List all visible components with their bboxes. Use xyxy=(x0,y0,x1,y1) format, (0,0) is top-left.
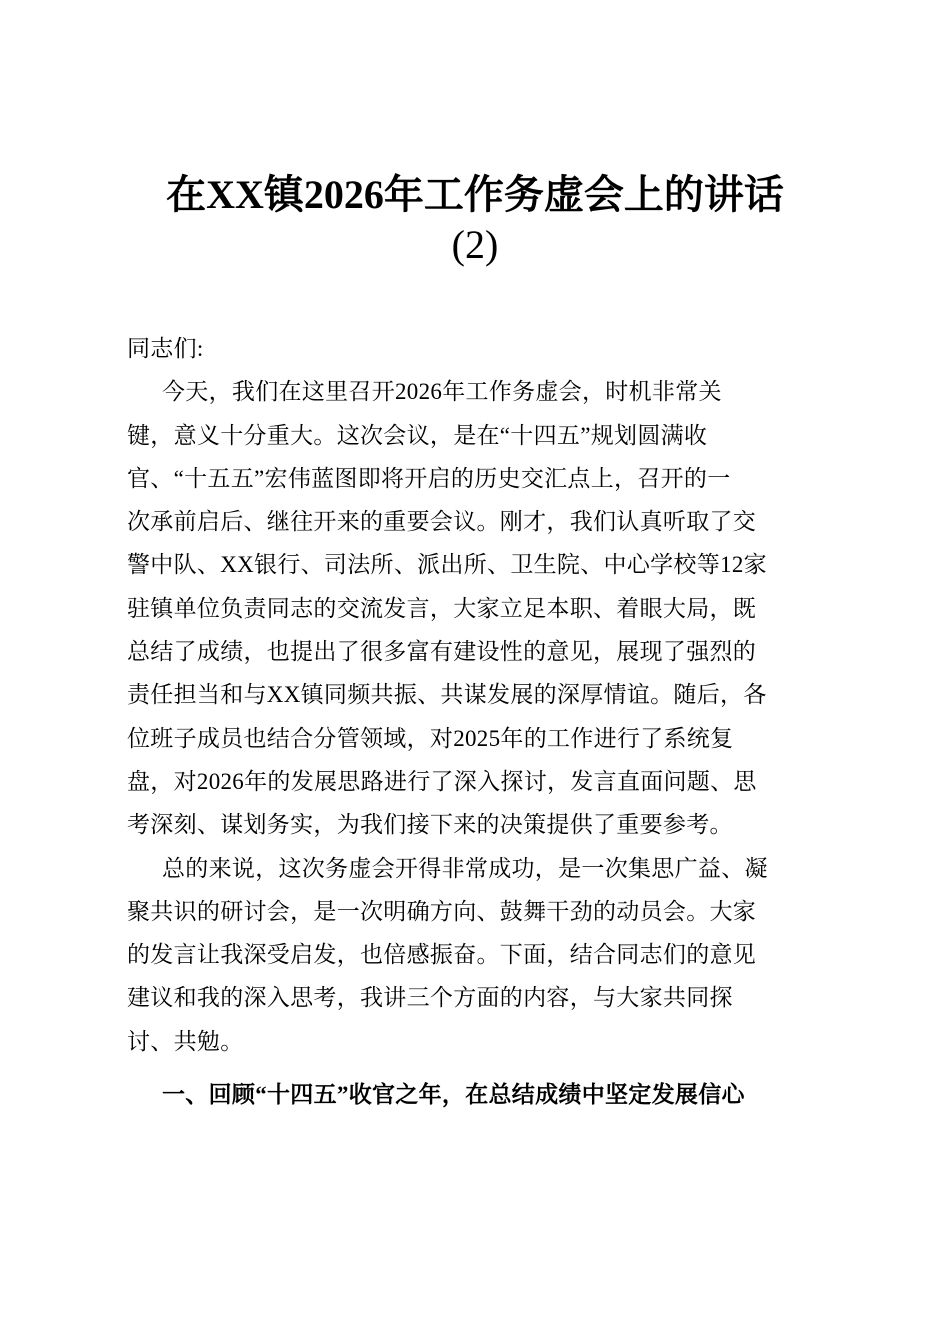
paragraph xyxy=(127,847,837,1063)
paragraph-line: 键，意义十分重大。这次会议，是在“十四五”规划圆满收 xyxy=(127,422,708,448)
paragraph-line: 考深刻、谋划务实，为我们接下来的决策提供了重要参考。 xyxy=(127,812,733,838)
document-title-number: (2) xyxy=(451,222,499,267)
paragraphs xyxy=(127,370,837,1063)
paragraph-line: 责任担当和与XX镇同频共振、共谋发展的深厚情谊。随后，各 xyxy=(127,682,767,708)
paragraph-line: 盘，对2026年的发展思路进行了深入探讨，发言直面问题、思 xyxy=(127,768,757,794)
paragraph-line: 位班子成员也结合分管领域，对2025年的工作进行了系统复 xyxy=(127,725,734,751)
paragraph-line: 建议和我的深入思考，我讲三个方面的内容，与大家共同探 xyxy=(127,985,733,1011)
paragraph-line: 讨、共勉。 xyxy=(127,1028,244,1054)
document-title: 在XX镇2026年工作务虚会上的讲话 xyxy=(166,172,784,217)
paragraph-line: 总结了成绩，也提出了很多富有建设性的意见，展现了强烈的 xyxy=(127,639,757,665)
paragraph xyxy=(127,370,837,846)
document-body xyxy=(127,327,837,1116)
paragraph-line: 驻镇单位负责同志的交流发言，大家立足本职、着眼大局，既 xyxy=(127,595,757,621)
section-heading: 一、回顾“十四五”收官之年，在总结成绩中坚定发展信心 xyxy=(162,1082,745,1108)
paragraph-line: 警中队、XX银行、司法所、派出所、卫生院、中心学校等12家 xyxy=(127,552,767,578)
paragraph-line: 今天，我们在这里召开2026年工作务虚会，时机非常关 xyxy=(162,379,722,405)
paragraph-line: 次承前启后、继往开来的重要会议。刚才，我们认真听取了交 xyxy=(127,509,757,535)
paragraph-line: 聚共识的研讨会，是一次明确方向、鼓舞干劲的动员会。大家 xyxy=(127,898,757,924)
paragraph-line: 的发言让我深受启发，也倍感振奋。下面，结合同志们的意见 xyxy=(127,942,757,968)
salutation: 同志们: xyxy=(127,336,204,361)
paragraph-line: 官、“十五五”宏伟蓝图即将开启的历史交汇点上，召开的一 xyxy=(127,465,731,491)
paragraph-line: 总的来说，这次务虚会开得非常成功，是一次集思广益、凝 xyxy=(162,855,768,881)
